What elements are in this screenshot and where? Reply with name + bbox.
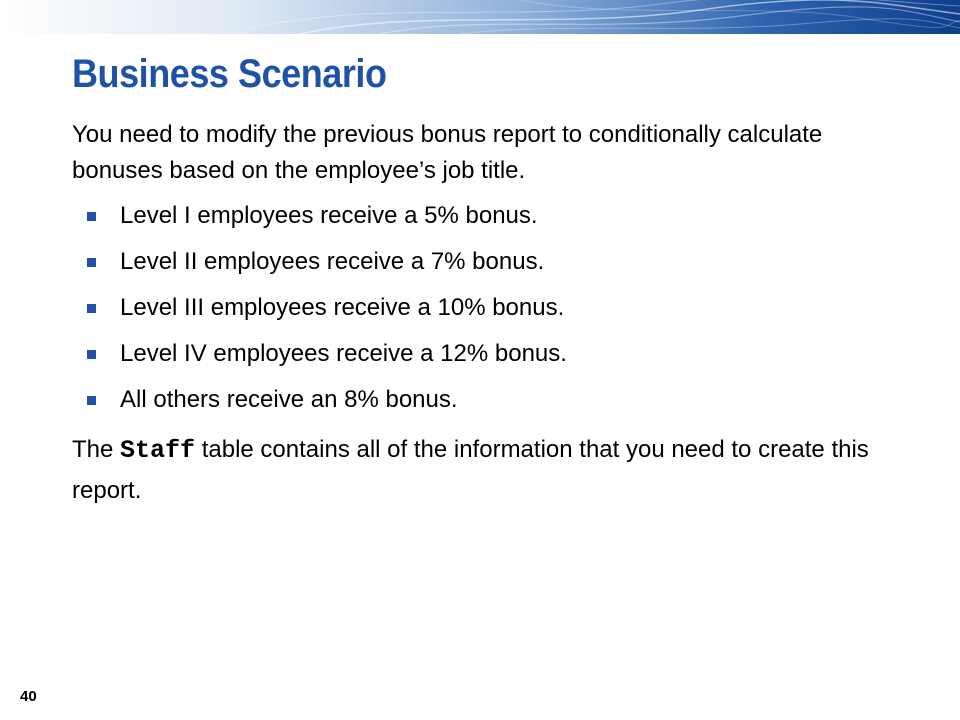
intro-paragraph: You need to modify the previous bonus report to conditionally calculate bonuses based on the employee’s job title. — [72, 121, 823, 184]
square-bullet-icon — [87, 304, 96, 313]
list-item — [72, 198, 912, 244]
list-item-text: Level III employees receive a 10% bonus. — [120, 294, 565, 321]
slide-body — [72, 117, 912, 511]
list-item — [72, 244, 912, 290]
list-item-text: All others receive an 8% bonus. — [120, 386, 458, 413]
square-bullet-icon — [87, 212, 96, 221]
closing-text-after: table contains all of the information that you need to create this report. — [72, 436, 869, 504]
page-number: 40 — [20, 688, 37, 705]
header-banner — [0, 0, 960, 34]
closing-text-before: The — [72, 436, 121, 463]
list-item-text: Level I employees receive a 5% bonus. — [120, 202, 538, 229]
list-item-text: Level IV employees receive a 12% bonus. — [120, 340, 567, 367]
closing-paragraph — [72, 430, 912, 511]
square-bullet-icon — [87, 350, 96, 359]
table-name-code: Staff — [120, 436, 196, 465]
square-bullet-icon — [87, 258, 96, 267]
slide-title: Business Scenario — [72, 52, 387, 96]
wave-banner-graphic — [0, 0, 960, 34]
list-item — [72, 290, 912, 336]
list-item — [72, 336, 912, 382]
square-bullet-icon — [87, 396, 96, 405]
list-item — [72, 382, 912, 428]
list-item-text: Level II employees receive a 7% bonus. — [120, 248, 545, 275]
bonus-level-list — [72, 198, 912, 428]
